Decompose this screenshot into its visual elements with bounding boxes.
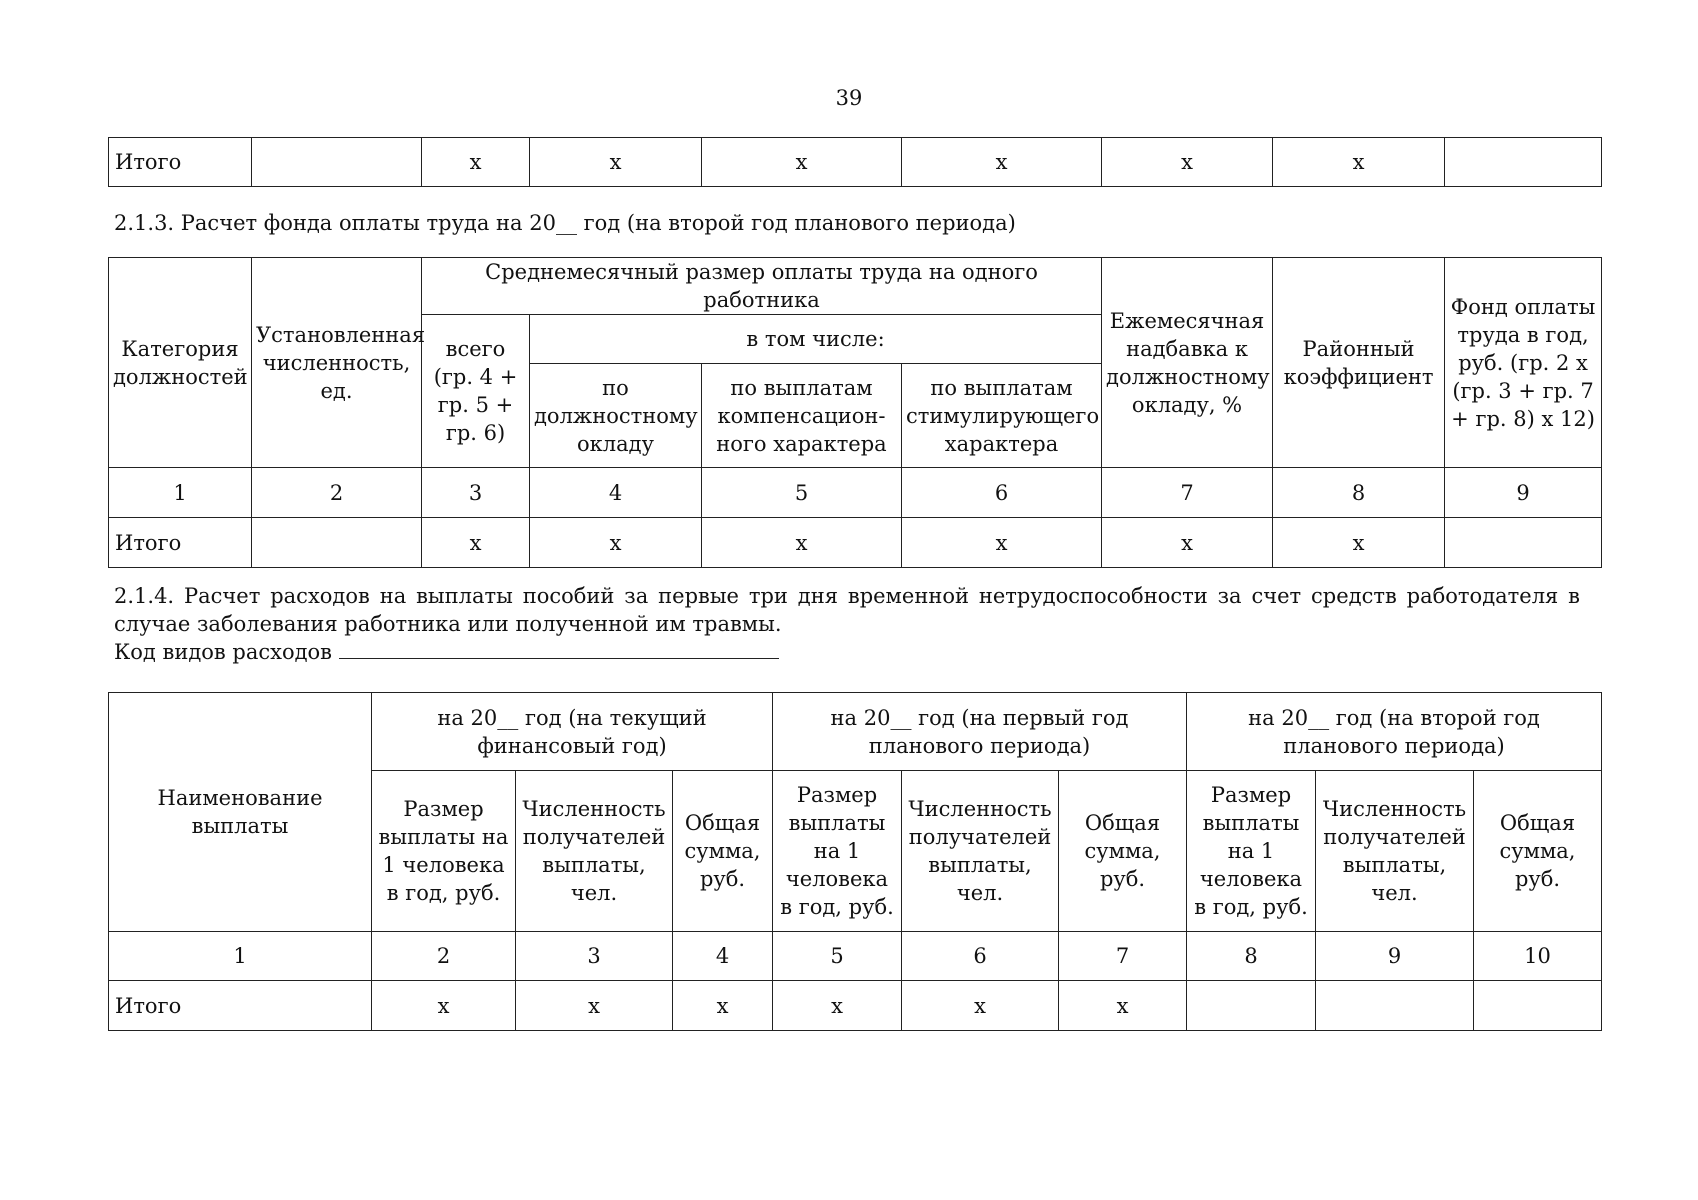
header-staff: Установленная численность, ед.: [252, 258, 422, 468]
column-number: 2: [252, 468, 422, 518]
header-including: в том числе:: [530, 315, 1102, 364]
section-214-heading: 2.1.4. Расчет расходов на выплаты пособий за первые три дня временной нетрудоспособности за счет средств работодателя в случае заболевания работника или полученной им травмы.: [114, 584, 1580, 636]
x-mark: x: [422, 138, 530, 187]
column-number: 9: [1316, 932, 1474, 981]
total-label: Итого: [109, 138, 252, 187]
header-avg-monthly: Среднемесячный размер оплаты труда на одного работника: [422, 258, 1102, 315]
header-regional: Районный коэффициент: [1273, 258, 1445, 468]
column-number: 1: [109, 932, 372, 981]
header-category: Категория должностей: [109, 258, 252, 468]
column-number: 2: [372, 932, 516, 981]
total-row: [109, 518, 1602, 568]
x-mark: x: [1102, 138, 1273, 187]
section-213-heading: 2.1.3. Расчет фонда оплаты труда на 20__ год (на второй год планового периода): [114, 211, 1016, 235]
x-mark: x: [530, 518, 702, 568]
total-row: [109, 981, 1602, 1031]
payroll-fund-table: [108, 257, 1602, 568]
sick-leave-benefits-table: [108, 692, 1602, 1031]
table-cell: [1445, 138, 1602, 187]
total-label: Итого: [109, 518, 252, 568]
x-mark: x: [702, 138, 902, 187]
column-number: 3: [516, 932, 673, 981]
x-mark: x: [1273, 518, 1445, 568]
x-mark: x: [773, 981, 902, 1031]
column-number: 9: [1445, 468, 1602, 518]
column-number: 8: [1187, 932, 1316, 981]
table-header-row: [109, 693, 1602, 771]
x-mark: x: [673, 981, 773, 1031]
x-mark: x: [902, 981, 1059, 1031]
column-number-row: [109, 468, 1602, 518]
header-year-second: на 20__ год (на второй год планового периода): [1187, 693, 1602, 771]
x-mark: x: [1273, 138, 1445, 187]
table-cell: [1316, 981, 1474, 1031]
x-mark: x: [1059, 981, 1187, 1031]
header-salary: по должностному окладу: [530, 364, 702, 468]
x-mark: x: [902, 518, 1102, 568]
expense-code-line: [114, 638, 779, 666]
header-payment-size: Размер выплаты на 1 человека в год, руб.: [372, 771, 516, 932]
column-number: 6: [902, 468, 1102, 518]
continuation-table: [108, 137, 1602, 187]
header-payment-size: Размер выплаты на 1 человека в год, руб.: [1187, 771, 1316, 932]
column-number: 4: [673, 932, 773, 981]
table-cell: [252, 518, 422, 568]
total-label: Итого: [109, 981, 372, 1031]
x-mark: x: [1102, 518, 1273, 568]
column-number: 5: [773, 932, 902, 981]
x-mark: x: [902, 138, 1102, 187]
header-compensation: по выплатам компенсацион-ного характера: [702, 364, 902, 468]
header-bonus: Ежемесячная надбавка к должностному окладу, %: [1102, 258, 1273, 468]
expense-code-blank: [339, 638, 779, 659]
x-mark: x: [530, 138, 702, 187]
header-incentive: по выплатам стимулирующего характера: [902, 364, 1102, 468]
column-number: 4: [530, 468, 702, 518]
expense-code-label: Код видов расходов: [114, 640, 332, 664]
header-payment-name: Наименование выплаты: [109, 693, 372, 932]
header-recipients: Численность получателей выплаты, чел.: [902, 771, 1059, 932]
header-recipients: Численность получателей выплаты, чел.: [1316, 771, 1474, 932]
column-number: 7: [1102, 468, 1273, 518]
column-number: 6: [902, 932, 1059, 981]
header-total-sum: Общая сумма, руб.: [1059, 771, 1187, 932]
header-total-sum: Общая сумма, руб.: [1474, 771, 1602, 932]
column-number: 3: [422, 468, 530, 518]
x-mark: x: [422, 518, 530, 568]
table-header-row: [109, 258, 1602, 315]
column-number-row: [109, 932, 1602, 981]
header-total-sum: Общая сумма, руб.: [673, 771, 773, 932]
table-row: [109, 138, 1602, 187]
header-total: всего (гр. 4 + гр. 5 + гр. 6): [422, 315, 530, 468]
table-cell: [1474, 981, 1602, 1031]
column-number: 7: [1059, 932, 1187, 981]
header-fund: Фонд оплаты труда в год, руб. (гр. 2 х (гр. 3 + гр. 7 + гр. 8) х 12): [1445, 258, 1602, 468]
header-year-first: на 20__ год (на первый год планового периода): [773, 693, 1187, 771]
header-payment-size: Размер выплаты на 1 человека в год, руб.: [773, 771, 902, 932]
header-recipients: Численность получателей выплаты, чел.: [516, 771, 673, 932]
page-number: 39: [835, 86, 863, 110]
x-mark: x: [372, 981, 516, 1031]
x-mark: x: [702, 518, 902, 568]
table-cell: [1187, 981, 1316, 1031]
table-cell: [252, 138, 422, 187]
column-number: 10: [1474, 932, 1602, 981]
header-year-current: на 20__ год (на текущий финансовый год): [372, 693, 773, 771]
x-mark: x: [516, 981, 673, 1031]
column-number: 5: [702, 468, 902, 518]
table-cell: [1445, 518, 1602, 568]
column-number: 1: [109, 468, 252, 518]
column-number: 8: [1273, 468, 1445, 518]
